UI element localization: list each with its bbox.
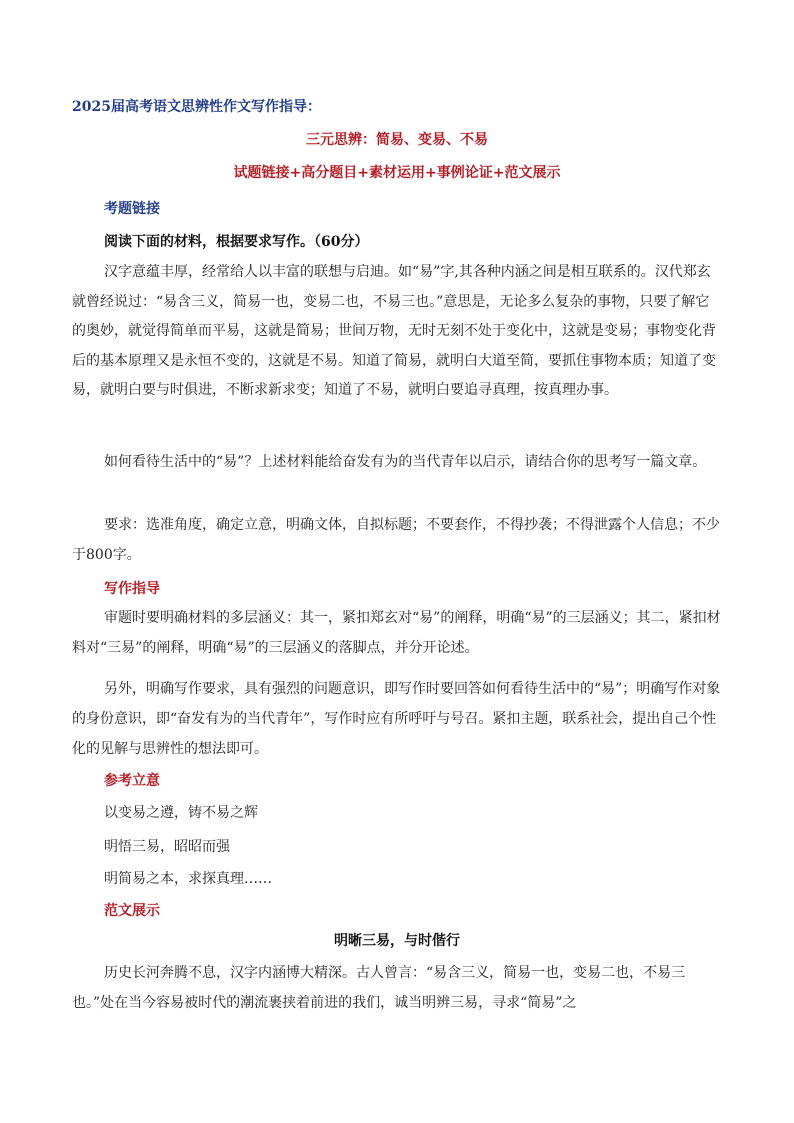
- reference-idea-item: 以变易之遵，铸不易之辉: [104, 805, 258, 821]
- reference-idea-item: 明悟三易，昭昭而强: [104, 839, 230, 855]
- requirements-paragraph: 要求：选准角度，确定立意，明确文体，自拟标题；不要套作，不得抄袭；不得泄露个人信息；不少于800字。: [72, 517, 720, 563]
- essay-paragraph-1: 历史长河奔腾不息，汉字内涵博大精深。古人曾言：“易含三义，简易一也，变易二也，不易三也。”处在当今容易被时代的潮流裹挟着前进的我们，诚当明辨三易，寻求“简易”之: [72, 965, 686, 1011]
- subtitle-main: 三元思辨：简易、变易、不易: [306, 132, 488, 148]
- sample-essay-heading: 范文展示: [104, 903, 160, 919]
- essay-title: 明晰三易，与时偕行: [334, 933, 460, 949]
- guide-paragraph-1: 审题时要明确材料的多层涵义：其一，紧扣郑玄对“易”的阐释，明确“易”的三层涵义；其二，紧扣材料对“三易”的阐释，明确“易”的三层涵义的落脚点，并分开论述。: [72, 610, 721, 656]
- reference-idea-item: 明简易之本，求探真理……: [104, 871, 272, 887]
- exam-link-heading: 考题链接: [104, 201, 160, 217]
- writing-guide-heading: 写作指导: [104, 581, 160, 597]
- subtitle-sub: 试题链接+高分题目+素材运用+事例论证+范文展示: [233, 165, 561, 181]
- reference-ideas-heading: 参考立意: [104, 773, 160, 789]
- material-paragraph: 汉字意蕴丰厚，经常给人以丰富的联想与启迪。如“易”字,其各种内涵之间是相互联系的。汉代郑玄就曾经说过：“易含三义，简易一也，变易二也，不易三也。”意思是，无论多么复杂的事物，只要了解它的奥妙，就觉得简单而平易，这就是简易；世间万物，无时无刻不处于变化中，这就是变易；事物变化背后的基本原理又是永恒不变的，这就是不易。知道了简易，就明白大道至简，要抓住事物本质；知道了变易，就明白要与时俱进，不断求新求变；知道了不易，就明白要追寻真理，按真理办事。: [72, 264, 716, 398]
- task-instruction: 阅读下面的材料，根据要求写作。（60分）: [104, 234, 369, 250]
- prompt-paragraph: 如何看待生活中的“易”？上述材料能给奋发有为的当代青年以启示，请结合你的思考写一篇文章。: [104, 454, 707, 470]
- document-title: 2025届高考语文思辨性作文写作指导：: [72, 99, 321, 115]
- guide-paragraph-2: 另外，明确写作要求，具有强烈的问题意识，即写作时要回答如何看待生活中的“易”；明确写作对象的身份意识，即“奋发有为的当代青年”，写作时应有所呼吁与号召。紧扣主题，联系社会，提出自己个性化的见解与思辨性的想法即可。: [72, 681, 721, 757]
